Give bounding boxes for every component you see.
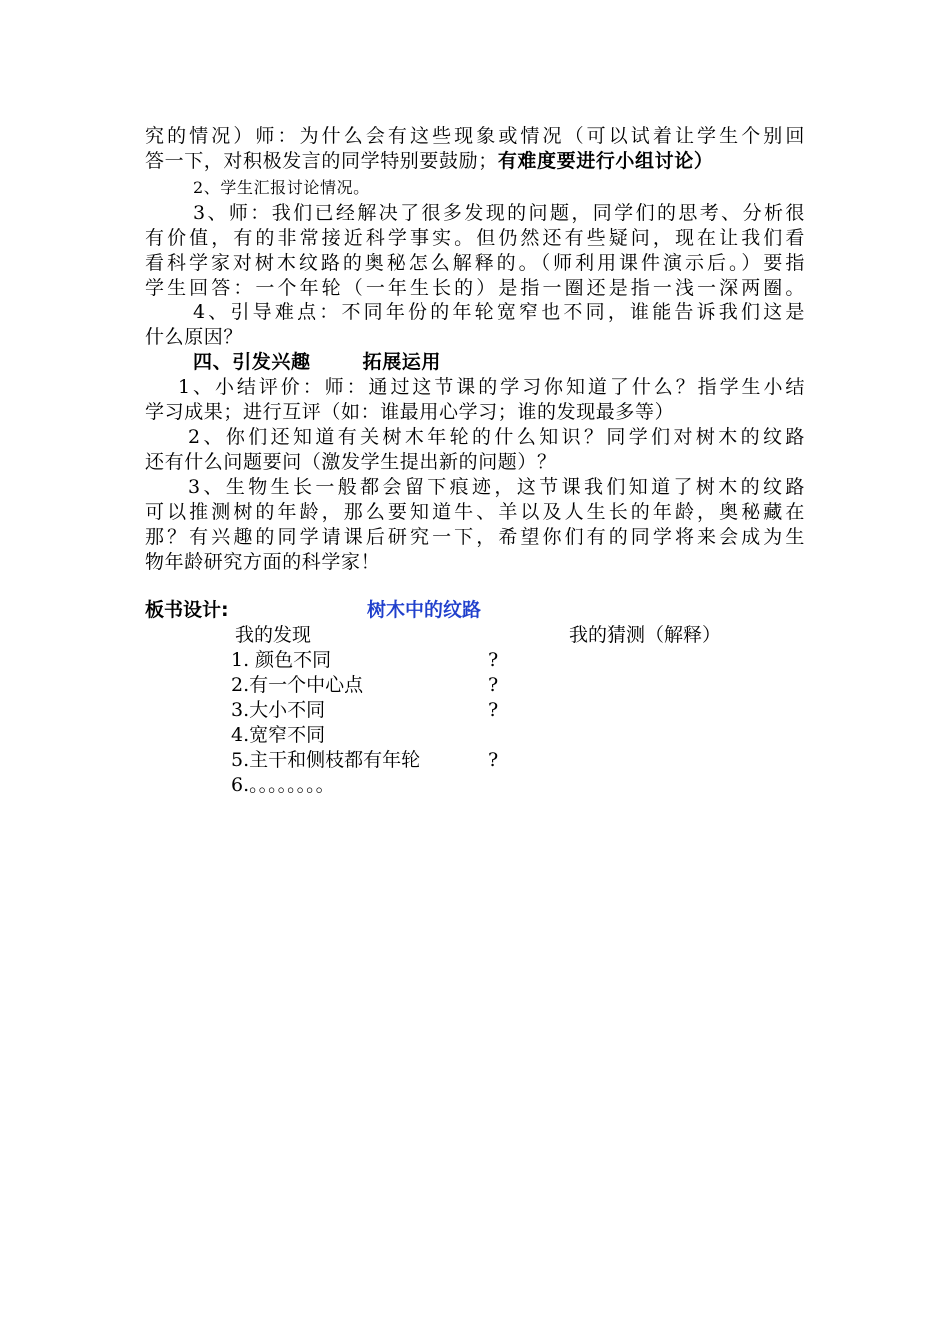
section-heading: [193, 350, 441, 374]
section-heading-part-b: 拓展运用: [362, 351, 442, 373]
board-design-label: 板书设计:: [145, 599, 229, 621]
text-line: 物年龄研究方面的科学家！: [145, 551, 381, 573]
board-item-question-mark: ?: [488, 699, 499, 721]
board-column-left: 我的发现: [235, 624, 312, 646]
text-line: 究的情况）师：为什么会有这些现象或情况（可以试着让学生个别回: [145, 125, 805, 147]
text-line: 4、引导难点：不同年份的年轮宽窄也不同，谁能告诉我们这是: [193, 301, 805, 323]
text-line: 学习成果；进行互评（如：谁最用心学习；谁的发现最多等）: [145, 401, 675, 423]
text-line: 什么原因？: [145, 326, 244, 348]
board-item-question-mark: ?: [488, 649, 499, 671]
text-line: 2、你们还知道有关树木年轮的什么知识？同学们对树木的纹路: [188, 426, 805, 448]
text-line: 可以推测树的年龄，那么要知道牛、羊以及人生长的年龄，奥秘藏在: [145, 501, 805, 523]
board-item: 2.有一个中心点: [231, 674, 364, 696]
section-heading-part-a: 四、引发兴趣: [193, 351, 311, 373]
text-bold-emphasis: 有难度要进行小组讨论）: [497, 150, 714, 172]
board-column-right: 我的猜测（解释）: [569, 624, 722, 646]
text-line: [145, 149, 713, 173]
board-item-question-mark: ?: [488, 749, 499, 771]
board-item-question-mark: ?: [488, 674, 499, 696]
text-line: 1、小结评价：师：通过这节课的学习你知道了什么？指学生小结: [178, 376, 805, 398]
board-item: 1. 颜色不同: [231, 649, 332, 671]
text-line: 看科学家对树木纹路的奥秘怎么解释的。（师利用课件演示后。）要指: [145, 252, 805, 274]
text-line: 还有什么问题要问（激发学生提出新的问题）？: [145, 451, 557, 473]
text-line: 3、生物生长一般都会留下痕迹，这节课我们知道了树木的纹路: [188, 476, 805, 498]
text-line: 那？有兴趣的同学请课后研究一下，希望你们有的同学将来会成为生: [145, 526, 805, 548]
board-item: 5.主干和侧枝都有年轮: [231, 749, 421, 771]
board-design-title: 树木中的纹路: [367, 599, 482, 621]
text-line: 2、学生汇报讨论情况。: [193, 178, 370, 197]
text-line: 学生回答：一个年轮（一年生长的）是指一圈还是指一浅一深两圈。: [145, 277, 805, 299]
text-plain: 答一下，对积极发言的同学特别要鼓励；: [145, 150, 498, 172]
board-item: 4.宽窄不同: [231, 724, 326, 746]
board-item: 6.。。。。。。。。: [231, 774, 335, 796]
board-item: 3.大小不同: [231, 699, 326, 721]
text-line: 有价值，有的非常接近科学事实。但仍然还有些疑问，现在让我们看: [145, 227, 805, 249]
text-line: 3、师：我们已经解决了很多发现的问题，同学们的思考、分析很: [193, 202, 805, 224]
